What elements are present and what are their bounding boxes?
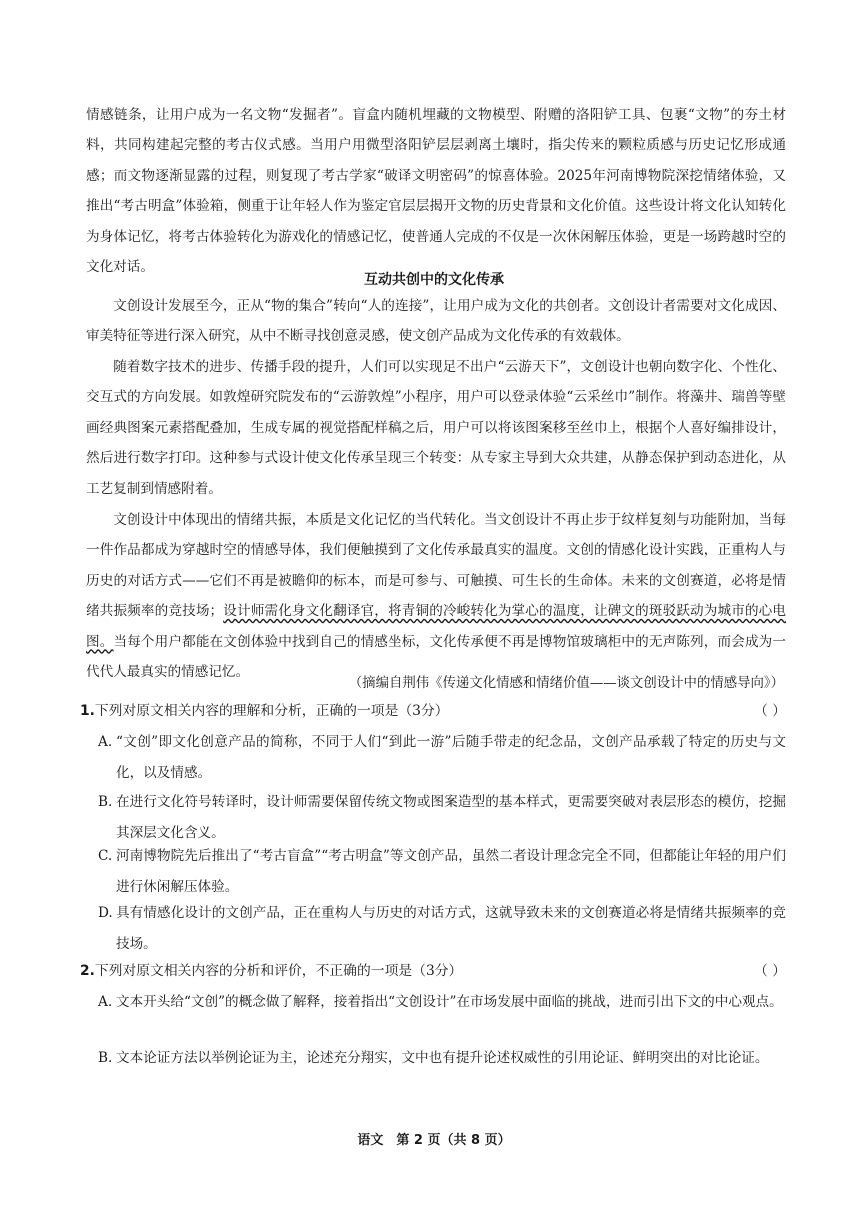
question-2-number: 2. [80, 963, 95, 979]
question-1-option-d[interactable] [98, 898, 786, 960]
option-label: C. [98, 848, 113, 864]
article-paragraph-2: 文创设计发展至今，正从“物的集合”转向“人的连接”，让用户成为文化的共创者。文创设计者需要对文化成因、审美特征等进行深入研究，从中不断寻找创意灵感，使文创产品成为文化传承的有效载体。 [86, 298, 786, 345]
question-2-answer-blank[interactable]: （ ） [754, 963, 786, 979]
question-2 [80, 956, 786, 986]
question-1 [80, 696, 786, 726]
question-1-number: 1. [80, 703, 95, 719]
option-text: 河南博物院先后推出了“考古盲盒”“考古明盒”等文创产品，虽然二者设计理念完全不同，但都能让年轻的用户们进行休闲解压体验。 [116, 848, 786, 895]
option-text: “文创”即文化创意产品的简称，不同于人们“到此一游”后随手带走的纪念品，文创产品承载了特定的历史与文化，以及情感。 [116, 734, 786, 781]
para4-underlined-sentence: 设计师需化身文化翻译官，将青铜的冷峻转化为掌心的温度，让碑文的斑驳跃动为城市的心电图。 [86, 603, 787, 650]
article-source: （摘编自荆伟《传递文化情感和情绪价值——谈文创设计中的情感导向》） [348, 676, 784, 691]
option-label: A. [98, 734, 113, 750]
article-paragraph-1: 情感链条，让用户成为一名文物“发掘者”。盲盒内随机埋藏的文物模型、附赠的洛阳铲工具、包裹“文物”的夯土材料，共同构建起完整的考古仪式感。当用户用微型洛阳铲层层剥离土壤时，指尖传来的颗粒质感与历史记忆形成通感；而文物逐渐显露的过程，则复现了考古学家“破译文明密码”的惊喜体验。2025年河南博物院深挖情绪体验，又推出“考古明盒”体验箱，侧重于让年轻人作为鉴定官层层揭开文物的历史背景和文化价值。这些设计将文化认知转化为身体记忆，将考古体验转化为游戏化的情感记忆，使普通人完成的不仅是一次休闲解压体验，更是一场跨越时空的文化对话。 [86, 107, 786, 276]
page-footer: 语文 第 2 页（共 8 页） [357, 1133, 511, 1148]
para4-text-after: 当每个用户都能在文创体验中找到自己的情感坐标，文化传承便不再是博物馆玻璃柜中的无声陈列，而会成为一代代人最真实的情感记忆。 [86, 633, 787, 681]
option-text: 具有情感化设计的文创产品，正在重构人与历史的对话方式，这就导致未来的文创赛道必将是情绪共振频率的竞技场。 [116, 905, 786, 952]
option-label: D. [98, 905, 113, 921]
question-1-option-a[interactable] [98, 727, 786, 789]
question-2-stem: 下列对原文相关内容的分析和评价，不正确的一项是（3分） [94, 963, 463, 979]
question-2-option-a[interactable] [98, 987, 786, 1018]
question-1-option-b[interactable] [98, 787, 786, 849]
article-paragraph-4 [86, 505, 786, 687]
article-paragraph-3: 随着数字技术的进步、传播手段的提升，人们可以实现足不出户“云游天下”，文创设计也朝向数字化、个性化、交互式的方向发展。如敦煌研究院发布的“云游敦煌”小程序，用户可以登录体验“云采丝巾”制作。将藻井、瑞兽等壁画经典图案元素搭配叠加，生成专属的视觉搭配样稿之后，用户可以将该图案移至丝巾上，根据个人喜好编排设计，然后进行数字打印。这种参与式设计使文化传承呈现三个转变：从专家主导到大众共建，从静态保护到动态进化，从工艺复制到情感附着。 [86, 359, 786, 497]
question-1-stem: 下列对原文相关内容的理解和分析，正确的一项是（3分） [94, 703, 449, 719]
section-heading: 互动共创中的文化传承 [364, 272, 504, 288]
option-text: 文本开头给“文创”的概念做了解释，接着指出“文创设计”在市场发展中面临的挑战，进而引出下文的中心观点。 [116, 994, 783, 1010]
question-1-option-c[interactable] [98, 841, 786, 903]
para4-text-before: 文创设计中体现出的情绪共振，本质是文化记忆的当代转化。当文创设计不再止步于纹样复刻与功能附加，当每一件作品都成为穿越时空的情感导体，我们便触摸到了文化传承最真实的温度。文创的情感化设计实践，正重构人与历史的对话方式——它们不再是被瞻仰的标本，而是可参与、可触摸、可生长的生命体。未来的文创赛道，必将是情绪共振频率的竞技场； [86, 512, 786, 620]
option-label: B. [98, 794, 113, 810]
option-text: 文本论证方法以举例论证为主，论述充分翔实，文中也有提升论述权威性的引用论证、鲜明突出的对比论证。 [116, 1050, 769, 1066]
question-2-option-b[interactable] [98, 1043, 786, 1074]
option-label: B. [98, 1050, 113, 1066]
option-text: 在进行文化符号转译时，设计师需要保留传统文物或图案造型的基本样式，更需要突破对表层形态的模仿，挖掘其深层文化含义。 [116, 794, 786, 841]
option-label: A. [98, 994, 113, 1010]
question-1-answer-blank[interactable]: （ ） [754, 703, 786, 719]
